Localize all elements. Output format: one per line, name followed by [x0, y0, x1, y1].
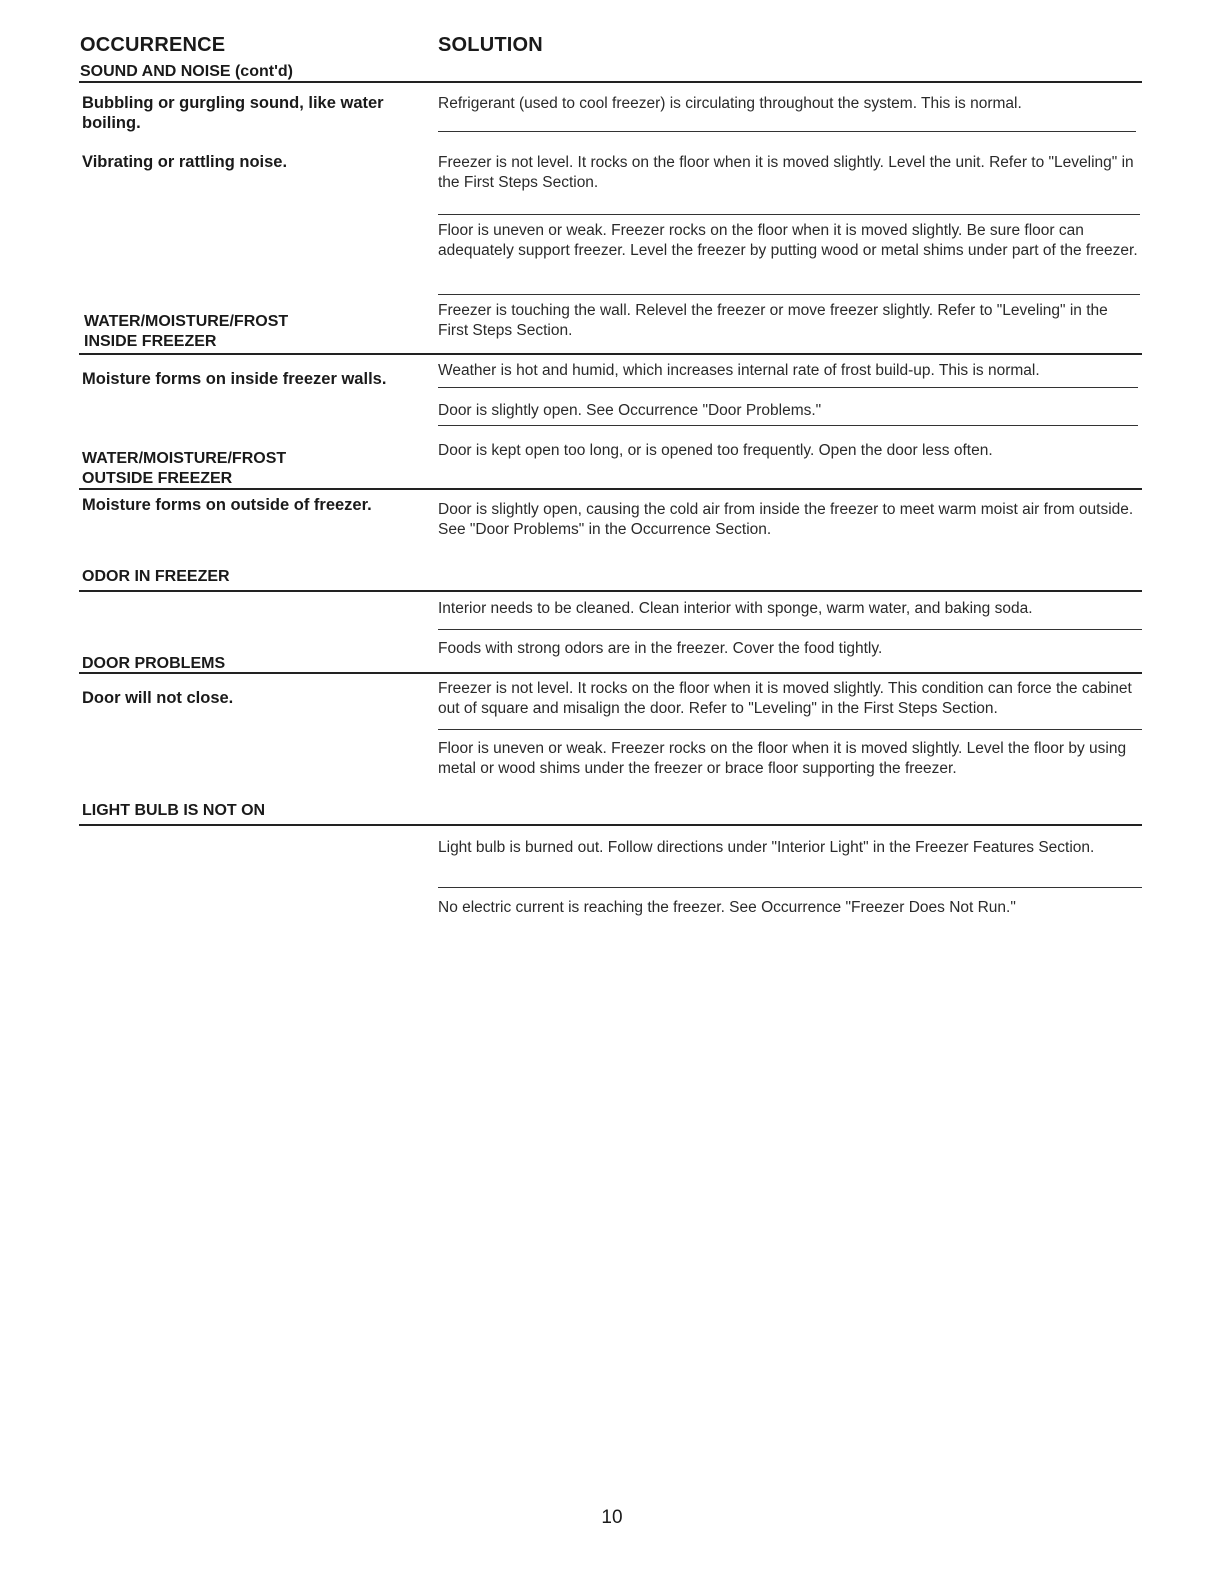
section-divider	[79, 590, 1142, 592]
solution-divider	[438, 131, 1136, 132]
solution-touching-wall: Freezer is touching the wall. Relevel the freezer or move freezer slightly. Refer to "Leveling" in the First Steps Section.	[438, 302, 1108, 339]
occurrence-vibrating: Vibrating or rattling noise.	[82, 153, 288, 171]
section-divider	[79, 824, 1142, 826]
section-water-outside-line1: WATER/MOISTURE/FROST	[82, 450, 287, 467]
solution-divider	[438, 294, 1140, 295]
section-divider	[79, 353, 1142, 355]
solution-freezer-not-level: Freezer is not level. It rocks on the floor when it is moved slightly. Level the unit. Refer to "Leveling" in the First Steps Section.	[438, 154, 1134, 191]
solution-door-kept-open: Door is kept open too long, or is opened too frequently. Open the door less often.	[438, 442, 993, 459]
solution-divider	[438, 729, 1142, 730]
section-door-problems: DOOR PROBLEMS	[82, 655, 226, 672]
section-water-inside-line2: INSIDE FREEZER	[84, 333, 217, 350]
solution-header: SOLUTION	[438, 34, 543, 56]
solution-floor-shims: Floor is uneven or weak. Freezer rocks on the floor when it is moved slightly. Level the floor by using metal or wood shims under the freezer or brace floor supporting the freezer.	[438, 740, 1127, 777]
solution-divider	[438, 887, 1142, 888]
solution-divider	[438, 629, 1142, 630]
section-sound-and-noise: SOUND AND NOISE (cont'd)	[80, 63, 293, 80]
solution-door-slightly-open: Door is slightly open. See Occurrence "Door Problems."	[438, 402, 822, 419]
solution-bulb-burned-out: Light bulb is burned out. Follow directions under "Interior Light" in the Freezer Features Section.	[438, 839, 1095, 856]
solution-no-electric-current: No electric current is reaching the freezer. See Occurrence "Freezer Does Not Run."	[438, 899, 1016, 916]
occurrence-bubbling: Bubbling or gurgling sound, like water boiling.	[82, 94, 384, 132]
solution-floor-uneven: Floor is uneven or weak. Freezer rocks on the floor when it is moved slightly. Be sure floor can adequately support freezer. Level the freezer by putting wood or metal shims under part of the freezer.	[438, 222, 1138, 259]
section-light-bulb: LIGHT BULB IS NOT ON	[82, 802, 266, 819]
solution-cabinet-out-of-square: Freezer is not level. It rocks on the floor when it is moved slightly. This condition can force the cabinet out of square and misalign the door. Refer to "Leveling" in the First Steps Section.	[438, 680, 1132, 717]
solution-hot-humid: Weather is hot and humid, which increases internal rate of frost build-up. This is normal.	[438, 362, 1040, 379]
section-divider	[79, 672, 1142, 674]
occurrence-moisture-inside: Moisture forms on inside freezer walls.	[82, 370, 387, 388]
section-water-outside-line2: OUTSIDE FREEZER	[82, 470, 233, 487]
solution-strong-odors: Foods with strong odors are in the freezer. Cover the food tightly.	[438, 640, 883, 657]
page-number: 10	[601, 1507, 623, 1528]
occurrence-moisture-outside: Moisture forms on outside of freezer.	[82, 496, 372, 514]
occurrence-header: OCCURRENCE	[80, 34, 226, 56]
solution-cold-meets-warm: Door is slightly open, causing the cold air from inside the freezer to meet warm moist air from outside. See "Door Problems" in the Occurrence Section.	[438, 501, 1134, 538]
section-water-inside-line1: WATER/MOISTURE/FROST	[84, 313, 289, 330]
solution-refrigerant-circulating: Refrigerant (used to cool freezer) is circulating throughout the system. This is normal.	[438, 95, 1022, 112]
solution-divider	[438, 214, 1140, 215]
section-divider	[79, 81, 1142, 83]
occurrence-door-will-not-close: Door will not close.	[82, 689, 234, 707]
solution-divider	[438, 425, 1138, 426]
solution-divider	[438, 387, 1138, 388]
section-divider	[79, 488, 1142, 490]
solution-clean-interior: Interior needs to be cleaned. Clean interior with sponge, warm water, and baking soda.	[438, 600, 1033, 617]
section-odor: ODOR IN FREEZER	[82, 568, 230, 585]
